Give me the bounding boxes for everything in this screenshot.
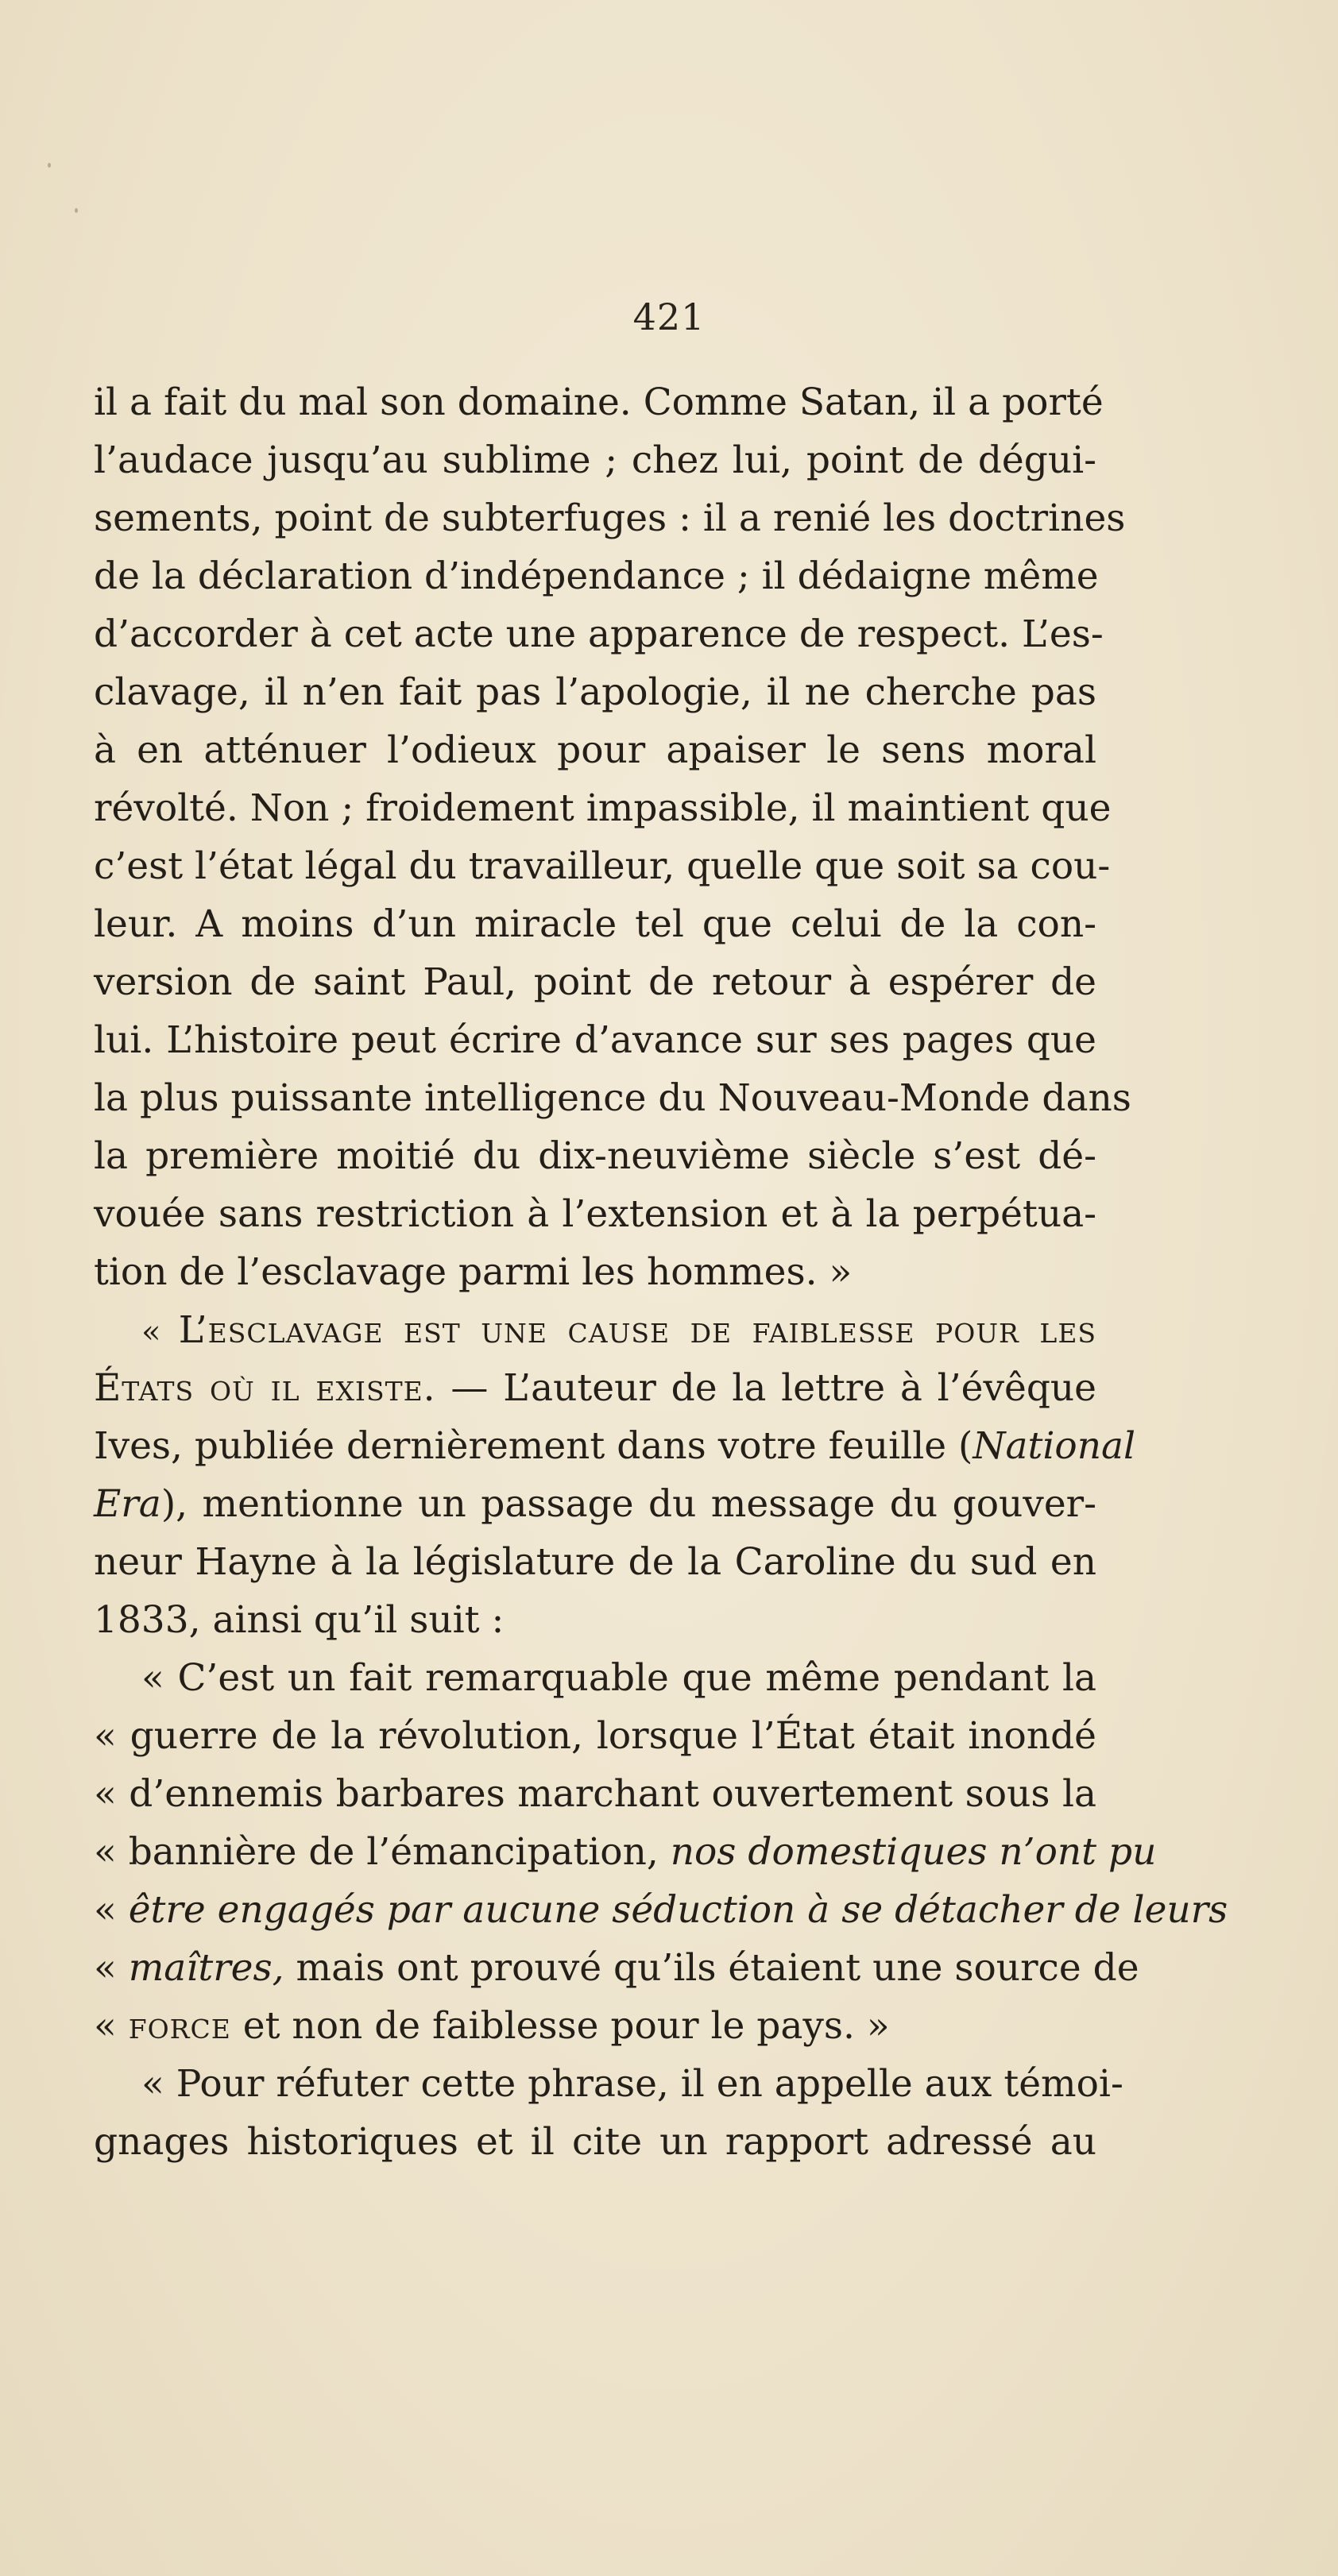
text-line: c’est l’état légal du travailleur, quelle que soit sa cou-	[94, 844, 1111, 888]
quote-line: « guerre de la révolution, lorsque l’État était inondé	[94, 1714, 1096, 1758]
text-line: gnages historiques et il cite un rapport adressé au	[94, 2120, 1096, 2164]
text-line: la plus puissante intelligence du Nouveau-Monde dans	[94, 1076, 1131, 1120]
section-heading-caps: États où il existe.	[94, 1366, 436, 1410]
text-line: la première moitié du dix-neuvième siècle s’est dé-	[94, 1134, 1096, 1178]
small-caps-text: force	[128, 2004, 231, 2048]
text-line: de la déclaration d’indépendance ; il dédaigne même	[94, 554, 1099, 598]
italic-text: National	[973, 1424, 1136, 1468]
text-line: « Pour réfuter cette phrase, il en appelle aux témoi-	[141, 2062, 1123, 2106]
italic-text: Era	[94, 1482, 161, 1526]
section-heading-line	[94, 1301, 1096, 1359]
quote-line: « C’est un fait remarquable que même pendant la	[141, 1656, 1096, 1700]
quote-line: « d’ennemis barbares marchant ouvertement sous la	[94, 1772, 1096, 1816]
italic-text: nos domestiques n’ont pu	[670, 1830, 1157, 1874]
open-quote: «	[141, 1314, 179, 1350]
text-line: tion de l’esclavage parmi les hommes. »	[94, 1250, 853, 1294]
section-heading-rest: — L’auteur de la lettre à l’évêque	[435, 1366, 1096, 1410]
page-number: 421	[632, 295, 706, 338]
quote-line: « force et non de faiblesse pour le pays. »	[94, 2004, 890, 2048]
body-text	[94, 373, 1228, 2171]
text-line: version de saint Paul, point de retour à espérer de	[94, 960, 1096, 1004]
italic-text: être engagés par aucune séduction à se détacher de leurs	[128, 1888, 1228, 1932]
text-line: il a fait du mal son domaine. Comme Satan, il a porté	[94, 380, 1104, 424]
quote-line: « maîtres, mais ont prouvé qu’ils étaient une source de	[94, 1946, 1139, 1990]
paper-speck	[75, 208, 78, 213]
paper-speck	[48, 163, 51, 168]
text-line: l’audace jusqu’au sublime ; chez lui, point de dégui-	[94, 438, 1096, 482]
text-line: lui. L’histoire peut écrire d’avance sur ses pages que	[94, 1018, 1096, 1062]
text-line: d’accorder à cet acte une apparence de respect. L’es-	[94, 612, 1104, 656]
text-line: 1833, ainsi qu’il suit :	[94, 1598, 505, 1642]
text-line: sements, point de subterfuges : il a renié les doctrines	[94, 496, 1126, 540]
text-line: vouée sans restriction à l’extension et à la perpétua-	[94, 1192, 1096, 1236]
text-line: Ives, publiée dernièrement dans votre feuille (National	[94, 1424, 1136, 1468]
text-line: révolté. Non ; froidement impassible, il maintient que	[94, 786, 1112, 830]
text-line: neur Hayne à la législature de la Caroline du sud en	[94, 1540, 1096, 1584]
text-line: leur. A moins d’un miracle tel que celui de la con-	[94, 902, 1096, 946]
section-heading-line	[94, 1359, 1096, 1417]
text-line: clavage, il n’en fait pas l’apologie, il ne cherche pas	[94, 670, 1096, 714]
text-line: Era), mentionne un passage du message du gouver-	[94, 1482, 1096, 1526]
quote-line: « être engagés par aucune séduction à se détacher de leurs	[94, 1888, 1228, 1932]
italic-text: maîtres,	[128, 1946, 284, 1990]
quote-line: « bannière de l’émancipation, nos domestiques n’ont pu	[94, 1830, 1157, 1874]
section-heading: L’esclavage est une cause de faiblesse pour les	[178, 1308, 1097, 1352]
text-line: à en atténuer l’odieux pour apaiser le sens moral	[94, 728, 1096, 772]
